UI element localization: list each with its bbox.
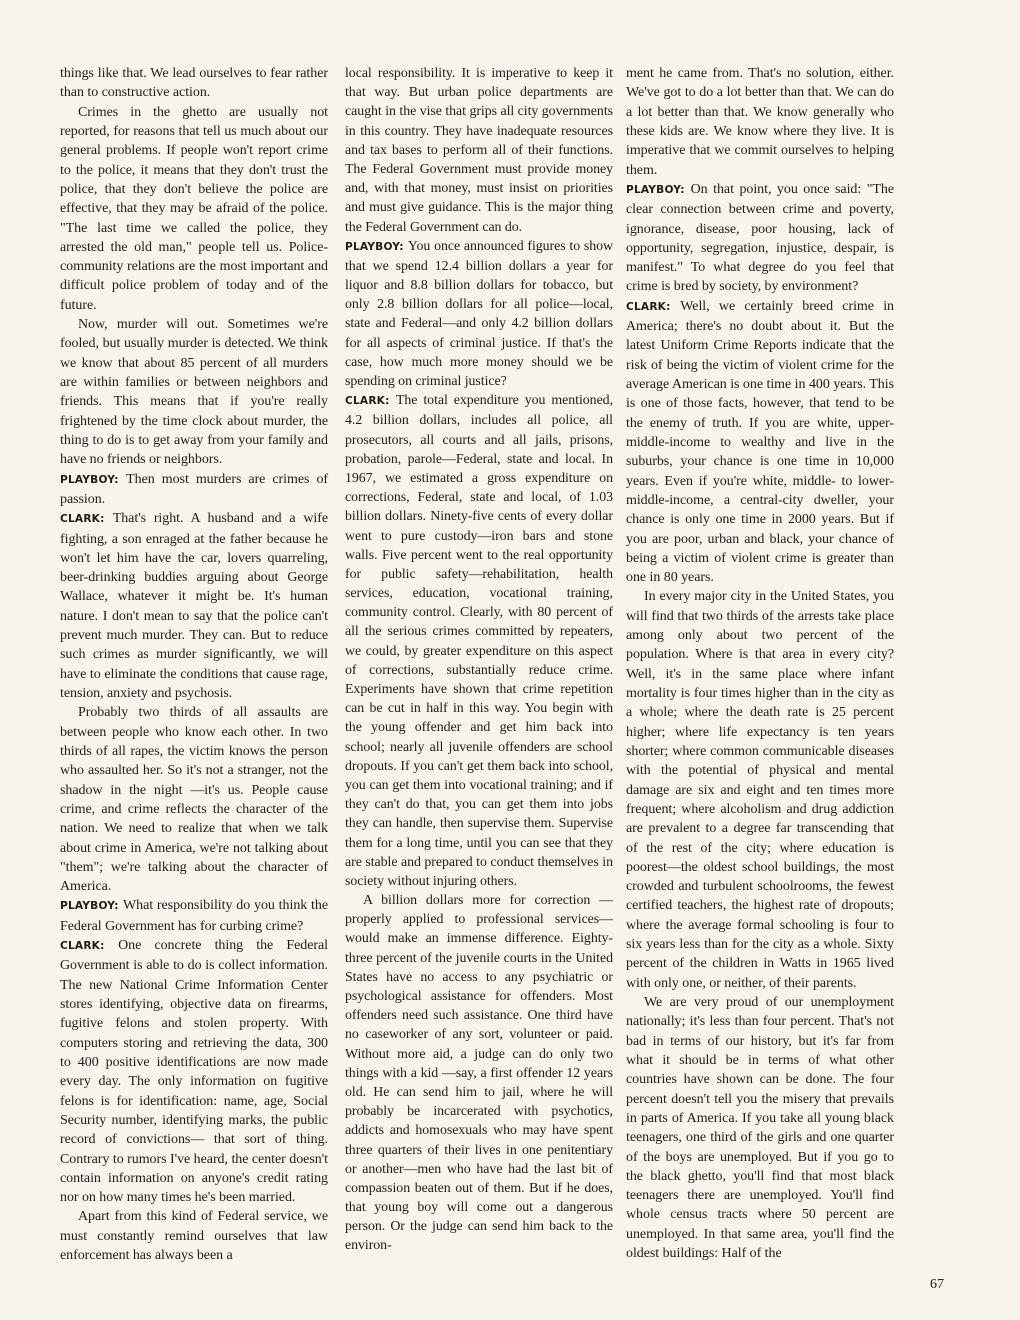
- paragraph: [345, 891, 613, 1256]
- paragraph: [626, 180, 894, 297]
- paragraph: [626, 64, 894, 180]
- paragraph: [60, 703, 328, 896]
- paragraph: [60, 509, 328, 703]
- paragraph: [60, 470, 328, 510]
- paragraph: [626, 587, 894, 993]
- paragraph-text: One concrete thing the Federal Government is able to do is collect information. The new National Crime Information Center stores identifying, objective data on firearms, fugitive felons and stolen property. With computers storing and retrieving the data, 300 to 400 positive identifications are now made every day. The only information on fugitive felons is for identification: name, age, Social Security number, identifying marks, the public record of convictions— that sort of thing. Contrary to rumors I've heard, the center doesn't contain information on anyone's credit rating nor on how many times he's been married.: [60, 938, 328, 1206]
- speaker-label: PLAYBOY:: [345, 240, 404, 253]
- paragraph-text: You once announced figures to show that we spend 12.4 billion dollars a year for liquor and 8.8 billion dollars for tobacco, but only 2.8 billion dollars for all police—local, state and Federal—and only 4.2 billion dollars for all aspects of criminal justice. If that's the case, how much more money should we be spending on criminal justice?: [345, 238, 613, 389]
- speaker-label: PLAYBOY:: [626, 183, 685, 196]
- paragraph: [60, 936, 328, 1207]
- paragraph: [60, 1207, 328, 1265]
- text-column-3: [626, 64, 894, 1263]
- speaker-label: CLARK:: [626, 300, 671, 313]
- speaker-label: CLARK:: [60, 513, 105, 526]
- paragraph-text: ment he came from. That's no solution, either. We've got to do a lot better than that. We can do a lot better than that. We know generally who these kids are. We know where they live. It is imperative that we commit ourselves to helping them.: [626, 66, 894, 178]
- paragraph-text: A billion dollars more for correction —properly applied to professional services—would make an immense difference. Eighty-three percent of the juvenile courts in the United States have no access to any psychiatric or psychological assistance for offenders. Most offenders need such assistance. One third have no caseworker of any sort, volunteer or paid. Without more aid, a judge can do only two things with a kid —say, a first offender 12 years old. He can send him to jail, where he will probably be incarcerated with psychotics, addicts and homosexuals who may have spent three quarters of their lives in one penitentiary or another—men who have had the last bit of compassion beaten out of them. But if he does, that young boy will come out a dangerous person. Or the judge can send him back to the environ-: [345, 893, 613, 1254]
- speaker-label: CLARK:: [345, 395, 390, 408]
- paragraph-text: Well, we certainly breed crime in America; there's no doubt about it. But the latest Uniform Crime Reports indicate that the risk of being the victim of violent crime for the average American is one time in 400 years. This is one of those facts, however, that tend to be the enemy of truth. If you are white, upper-middle-income to wealthy and live in the suburbs, your chance is one time in 10,000 years. Even if you're white, middle- to lower-middle-income, a central-city dweller, your chance is only one time in 2000 years. But if you are poor, urban and black, your chance of being a victim of violent crime is greater than one in 80 years.: [626, 298, 895, 586]
- paragraph-text: That's right. A husband and a wife fighting, a son enraged at the father because he won't let him have the car, lovers quarreling, beer-drinking buddies arguing about George Wallace, whatever it might be. It's human nature. I don't mean to say that the police can't prevent much murder. They can. But to reduce such crimes as murder significantly, we will have to eliminate the conditions that cause rage, tension, anxiety and psychosis.: [60, 511, 328, 701]
- paragraph-text: On that point, you once said: "The clear connection between crime and poverty, ignorance, disease, poor housing, lack of opportunity, segregation, injustice, despair, is manifest." To what degree do you feel that crime is bred by society, by environment?: [626, 181, 894, 295]
- paragraph: [626, 297, 894, 588]
- paragraph: [60, 103, 328, 315]
- paragraph-text: We are very proud of our unemployment nationally; it's less than four percent. That's not bad in terms of our history, but it's far from what it should be in terms of what other countries have shown can be done. The four percent doesn't tell you the misery that prevails in parts of America. If you take all young black teenagers, one third of the girls and one quarter of the boys are unemployed. But if you go to the black ghetto, you'll find that most black teenagers there are unemployed. You'll find whole census tracts where 50 percent are unemployed. In that same area, you'll find the oldest buildings: Half of the: [626, 995, 894, 1262]
- paragraph: [60, 315, 328, 470]
- speaker-label: PLAYBOY:: [60, 900, 119, 913]
- paragraph: [345, 64, 613, 237]
- paragraph: [345, 391, 613, 891]
- paragraph: [626, 993, 894, 1263]
- paragraph-text: Probably two thirds of all assaults are between people who know each other. In two thirds of all rapes, the victim knows the person who assaulted her. So it's not a stranger, not the shadow in the night —it's us. People cause crime, and crime reflects the character of the nation. We need to realize that when we talk about crime in America, we're not talking about "them"; we're talking about the character of America.: [60, 705, 328, 895]
- paragraph-text: The total expenditure you mentioned, 4.2 billion dollars, includes all police, all prosecutors, all courts and all jails, prisons, probation, parole—Federal, state and local. In 1967, we estimated a gross expenditure on corrections, Federal, state and local, of 1.03 billion dollars. Ninety-five cents of every dollar went to pure custody—iron bars and stone walls. Five percent went to the real opportunity for public safety—rehabilitation, health services, education, vocational training, community control. Clearly, with 80 percent of all the serious crimes committed by repeaters, we could, by greater expenditure on this aspect of corrections, substantially reduce crime. Experiments have shown that crime repetition can be cut in half in this way. You begin with the young offender and get him back into school; nearly all juvenile offenders are school dropouts. If you can't get them back into school, you can get them into vocational training; and if they can't do that, you can get them into jobs they can handle, then supervise them. Supervise them for a long time, until you can see that they are stable and prepared to conduct themselves in society without injuring others.: [345, 393, 614, 889]
- paragraph-text: Crimes in the ghetto are usually not reported, for reasons that tell us much about our general problems. If people won't report crime to the police, it means that they don't trust the police, that they don't believe the police are effective, that they may be afraid of the police. "The last time we called the police, they arrested the old man," people tell us. Police-community relations are the most important and difficult police problem of today and of the future.: [60, 104, 328, 313]
- paragraph-text: things like that. We lead ourselves to fear rather than to constructive action.: [60, 66, 328, 101]
- paragraph-text: In every major city in the United States, you will find that two thirds of the arrests take place among only about two percent of the population. Where is that area in every city? Well, it's in the same place where infant mortality is four times higher than in the city as a whole; where the death rate is 25 percent higher; where life expectancy is ten years shorter; where common communicable diseases with the potential of physical and mental damage are six and eight and ten times more frequent; where alcoholism and drug addiction are prevalent to a degree far transcending that of the rest of the city; where education is poorest—the oldest school buildings, the most crowded and turbulent schoolrooms, the fewest certified teachers, the highest rate of dropouts; where the average formal schooling is four to six years less than for the city as a whole. Sixty percent of the children in Watts in 1965 lived with only one, or neither, of their parents.: [626, 589, 894, 991]
- paragraph: [345, 237, 613, 392]
- paragraph-text: Then most murders are crimes of passion.: [60, 471, 329, 507]
- speaker-label: PLAYBOY:: [60, 473, 119, 486]
- paragraph-text: What responsibility do you think the Federal Government has for curbing crime?: [60, 898, 329, 934]
- paragraph-text: local responsibility. It is imperative to keep it that way. But urban police departments are caught in the vise that grips all city governments in this country. They have inadequate resources and tax bases to perform all of their functions. The Federal Government must provide money and, with that money, must insist on priorities and must give guidance. This is the major thing the Federal Government can do.: [345, 66, 613, 235]
- paragraph: [60, 64, 328, 103]
- page-number: 67: [930, 1277, 944, 1292]
- text-column-2: [345, 64, 613, 1256]
- paragraph-text: Now, murder will out. Sometimes we're fooled, but usually murder is detected. We think we know that about 85 percent of all murders are within families or between neighbors and friends. This means that if you're really frightened by the time clock about murder, the thing to do is to get away from your family and have no friends or neighbors.: [60, 317, 328, 468]
- text-column-1: [60, 64, 328, 1265]
- paragraph-text: Apart from this kind of Federal service, we must constantly remind ourselves that law enforcement has always been a: [60, 1209, 328, 1264]
- paragraph: [60, 896, 328, 936]
- speaker-label: CLARK:: [60, 940, 105, 953]
